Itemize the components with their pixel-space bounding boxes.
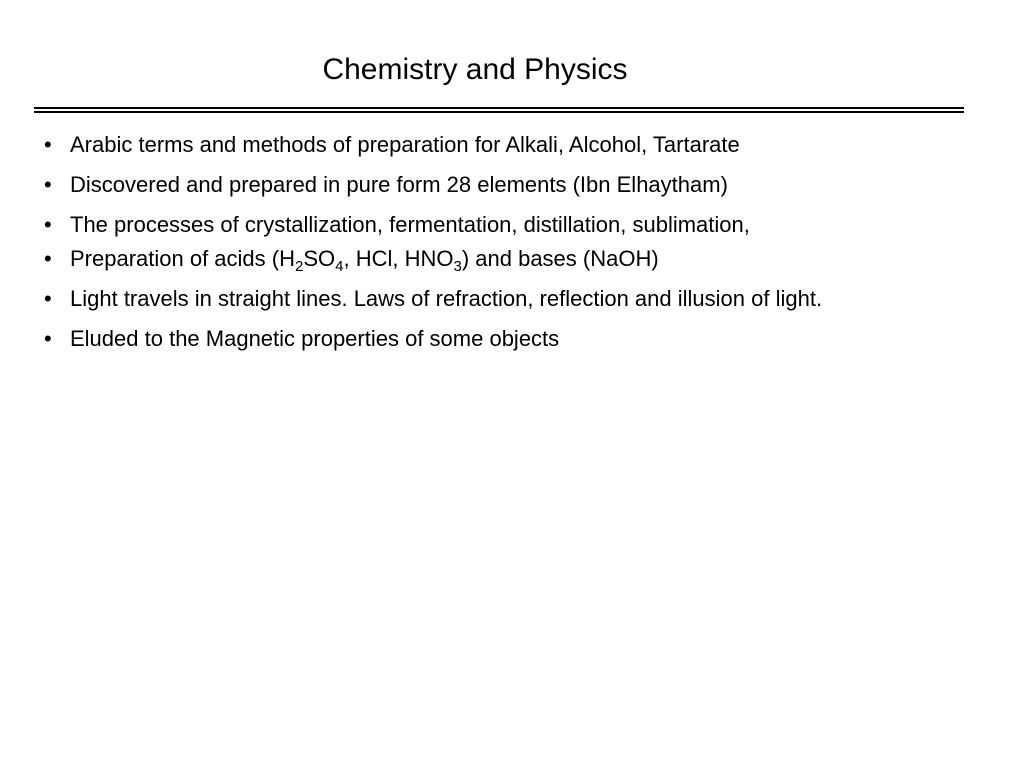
bullet-text: The processes of crystallization, fermentation, distillation, sublimation, [70,212,750,237]
bullet-text: Eluded to the Magnetic properties of some objects [70,326,560,351]
subscript: 3 [453,258,462,275]
subscript: 2 [295,258,304,275]
bullet-dot: • [44,286,52,311]
bullet-dot: • [44,132,52,157]
bullet-dot: • [44,326,52,351]
bullet-text-part: SO [303,246,336,271]
title-divider-bottom [34,111,964,113]
bullet-dot: • [44,172,52,197]
bullet-text: Discovered and prepared in pure form 28 elements (Ibn Elhaytham) [70,172,728,197]
bullet-text-part: , HCl, HNO [343,246,454,271]
bullet-text [70,246,659,275]
bullet-dot: • [44,212,52,237]
bullet-text-part: Preparation of acids (H [70,246,295,271]
bullet-dot: • [44,246,52,271]
bullet-item [44,210,1004,240]
title-divider-top [34,107,964,109]
bullet-text: Light travels in straight lines. Laws of refraction, reflection and illusion of light. [70,286,823,311]
bullet-list [44,130,1004,354]
slide-title: Chemistry and Physics [322,53,628,86]
bullet-item [44,324,1004,354]
bullet-item [44,170,1004,200]
bullet-text-part: ) and bases (NaOH) [461,246,659,271]
bullet-text: Arabic terms and methods of preparation for Alkali, Alcohol, Tartarate [70,132,740,157]
bullet-item [44,284,1004,314]
bullet-item [44,244,1004,274]
bullet-item [44,130,1004,160]
subscript: 4 [335,258,344,275]
